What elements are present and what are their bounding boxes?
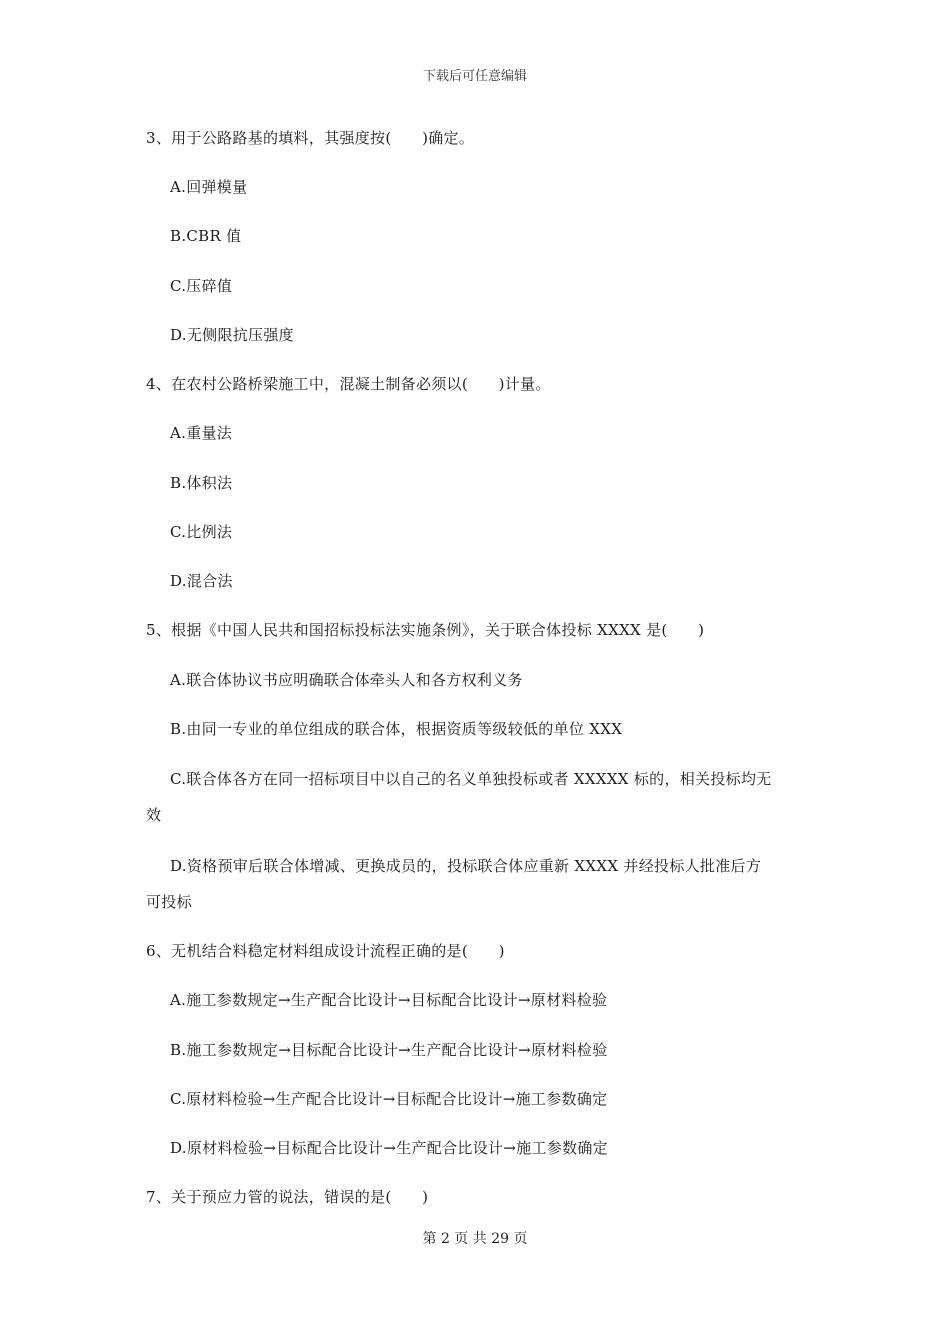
question-6-option-c: C.原材料检验→生产配合比设计→目标配合比设计→施工参数确定 <box>170 1090 608 1108</box>
question-5-option-a: A.联合体协议书应明确联合体牵头人和各方权利义务 <box>170 671 523 689</box>
question-4-option-a: A.重量法 <box>170 424 233 442</box>
question-5-option-b: B.由同一专业的单位组成的联合体，根据资质等级较低的单位 XXX <box>170 720 623 738</box>
question-6-option-d: D.原材料检验→目标配合比设计→生产配合比设计→施工参数确定 <box>170 1139 608 1157</box>
question-3-option-a: A.回弹模量 <box>170 178 248 196</box>
question-5: 5、根据《中国人民共和国招标投标法实施条例》，关于联合体投标 XXXX 是( ) <box>146 621 705 639</box>
question-4-option-b: B.体积法 <box>170 474 233 492</box>
question-6: 6、无机结合料稳定材料组成设计流程正确的是( ) <box>146 942 505 960</box>
question-3: 3、用于公路路基的填料，其强度按( )确定。 <box>146 129 475 147</box>
question-6-option-a: A.施工参数规定→生产配合比设计→目标配合比设计→原材料检验 <box>170 991 608 1009</box>
question-5-option-d-continued: 可投标 <box>146 893 192 911</box>
page-footer: 第 2 页 共 29 页 <box>422 1231 528 1247</box>
question-7: 7、关于预应力管的说法，错误的是( ) <box>146 1188 429 1206</box>
page-header: 下载后可任意编辑 <box>422 69 527 84</box>
question-5-option-c: C.联合体各方在同一招标项目中以自己的名义单独投标或者 XXXXX 标的，相关投标均无 <box>170 770 772 788</box>
question-3-option-d: D.无侧限抗压强度 <box>170 326 294 344</box>
question-4: 4、在农村公路桥梁施工中，混凝土制备必须以( )计量。 <box>146 375 551 393</box>
question-3-option-b: B.CBR 值 <box>170 227 242 245</box>
question-5-option-d: D.资格预审后联合体增减、更换成员的，投标联合体应重新 XXXX 并经投标人批准后方 <box>170 857 762 875</box>
question-4-option-d: D.混合法 <box>170 572 233 590</box>
question-5-option-c-continued: 效 <box>146 806 162 824</box>
question-4-option-c: C.比例法 <box>170 523 233 541</box>
question-6-option-b: B.施工参数规定→目标配合比设计→生产配合比设计→原材料检验 <box>170 1041 608 1059</box>
question-3-option-c: C.压碎值 <box>170 277 233 295</box>
